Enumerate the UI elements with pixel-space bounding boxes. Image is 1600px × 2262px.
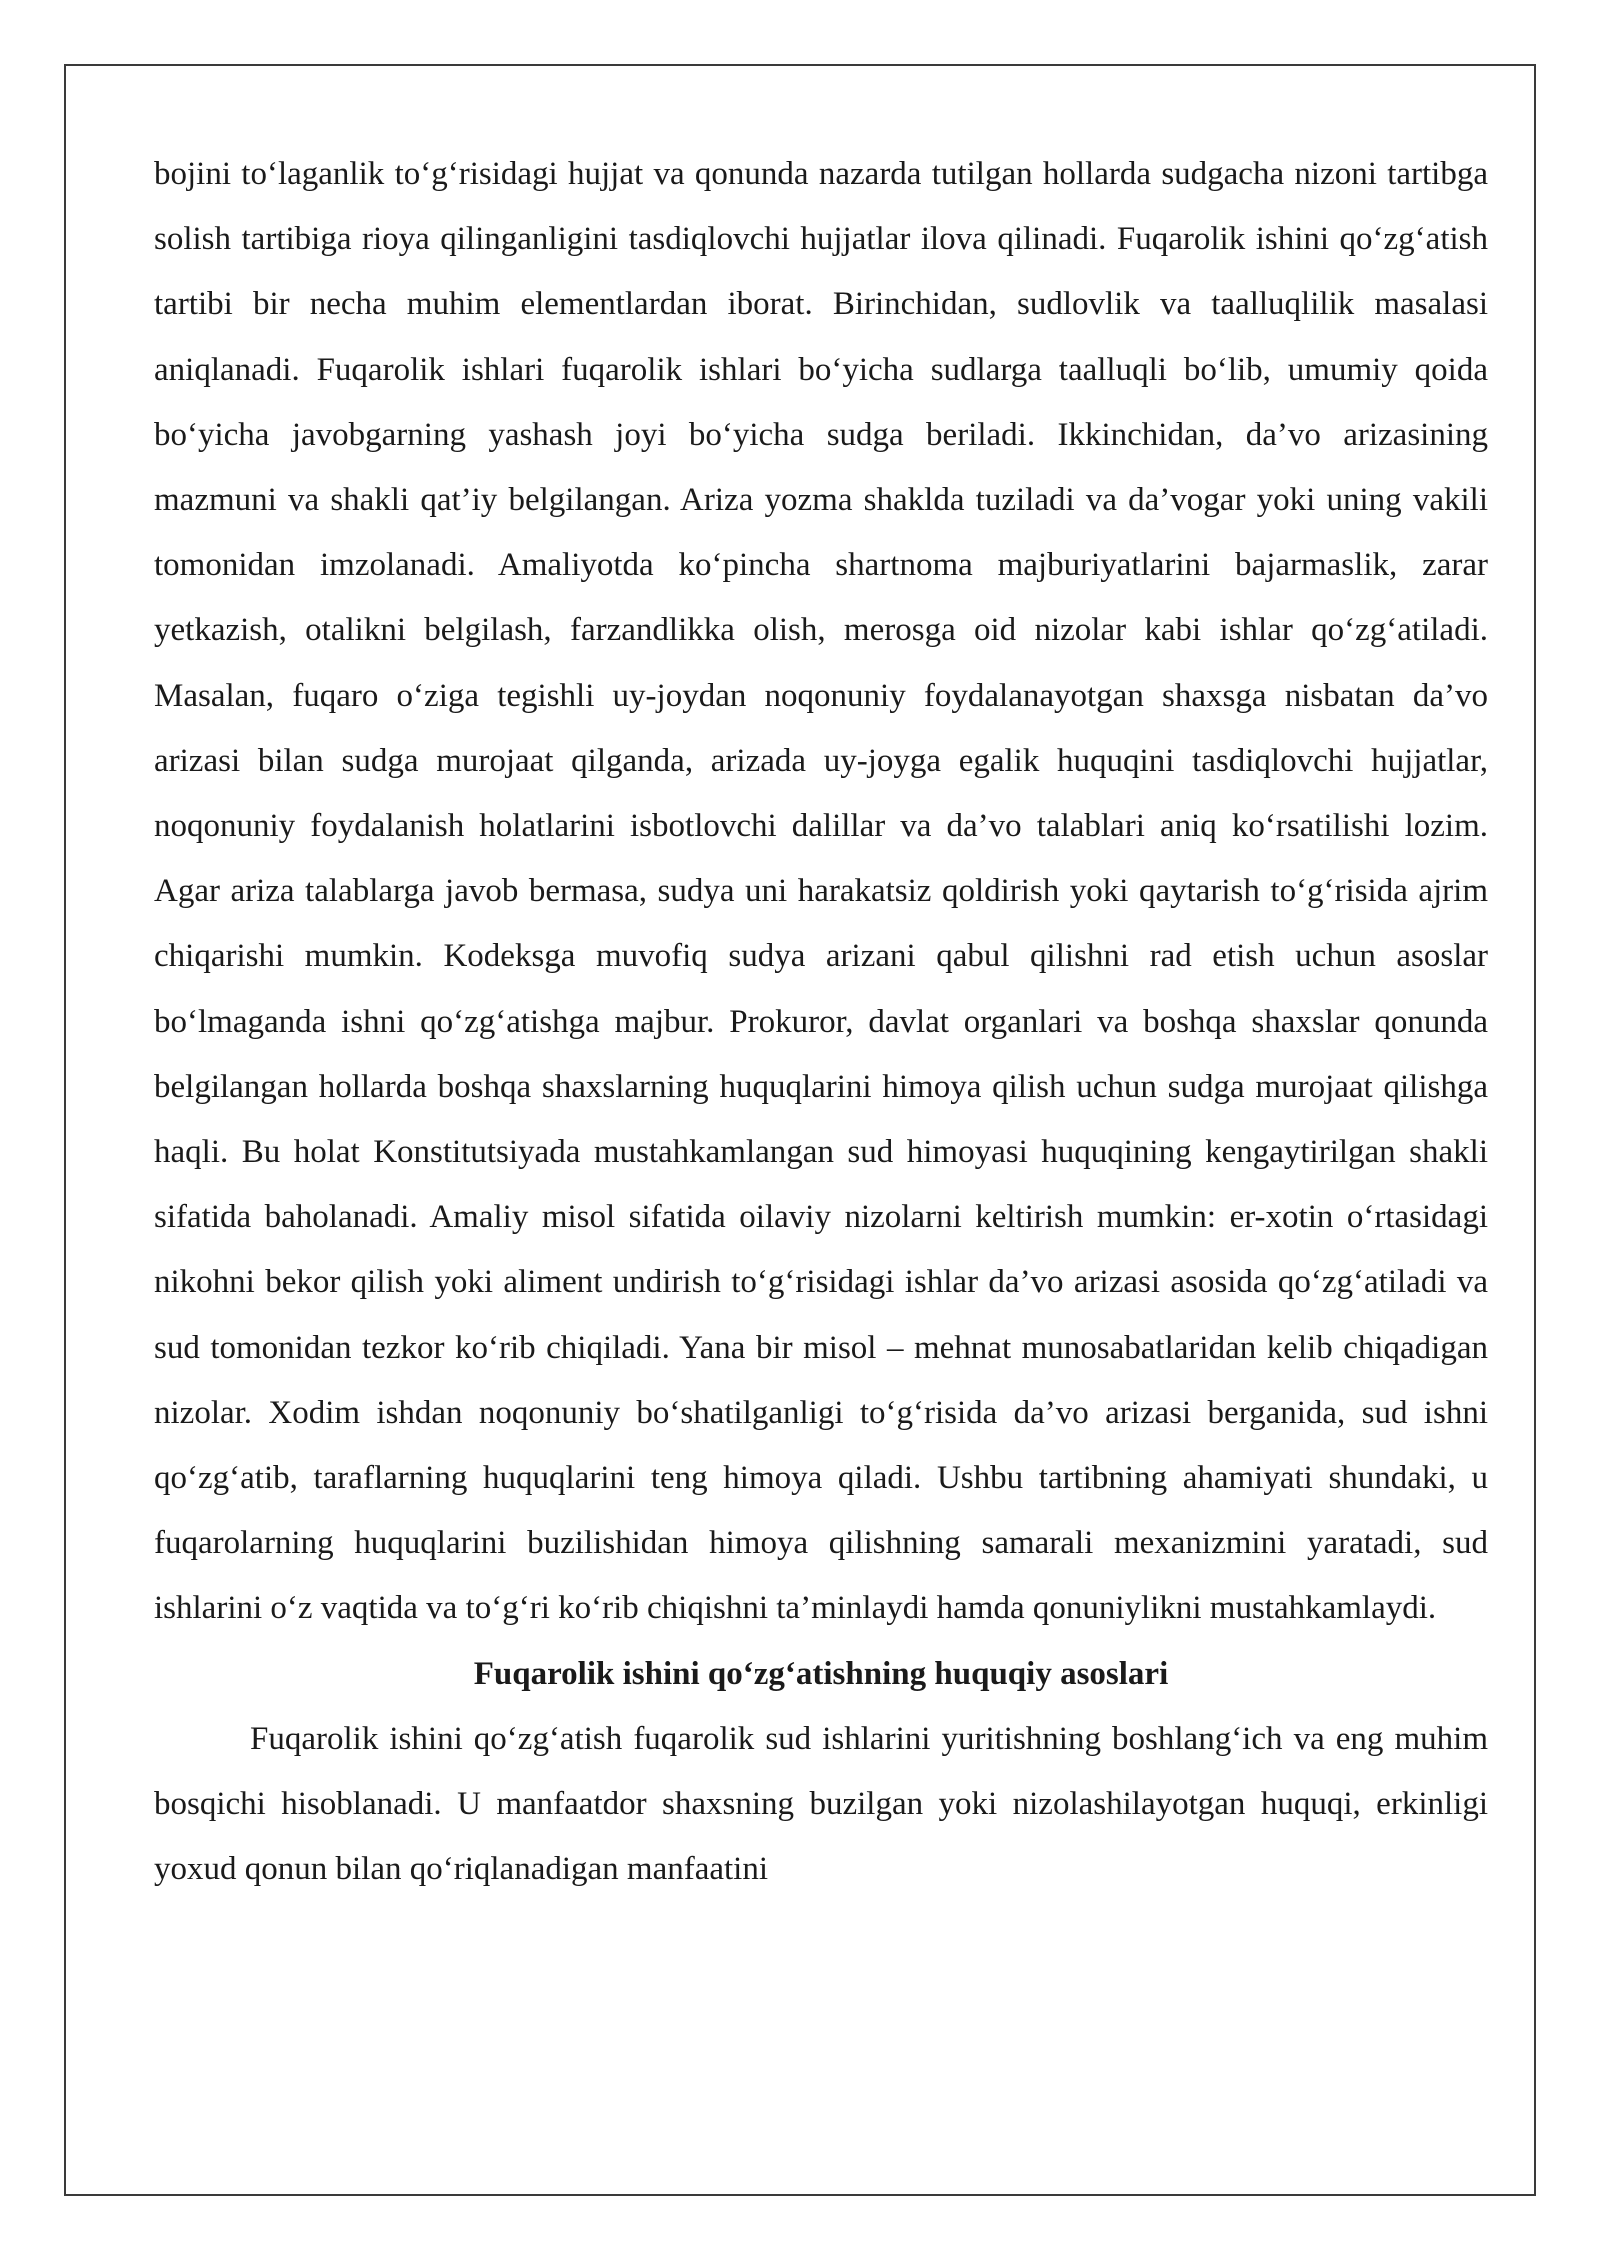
section-paragraph: Fuqarolik ishini qo‘zg‘atish fuqarolik sud ishlarini yuritishning boshlang‘ich va eng muhim bosqichi hisoblanadi. U manfaatdor shaxsning buzilgan yoki nizolashilayotgan huquqi, erkinligi yoxud qonun bilan qo‘riqlanadigan manfaatini [154,1720,1488,1888]
section-heading: Fuqarolik ishini qo‘zg‘atishning huquqiy asoslari [473,1655,1169,1692]
document-body [154,142,1488,1902]
body-paragraph: bojini to‘laganlik to‘g‘risidagi hujjat va qonunda nazarda tutilgan hollarda sudgacha nizoni tartibga solish tartibiga rioya qilinganligini tasdiqlovchi hujjatlar ilova qilinadi. Fuqarolik ishini qo‘zg‘atish tartibi bir necha muhim elementlardan iborat. Birinchidan, sudlovlik va taalluqlilik masalasi aniqlanadi. Fuqarolik ishlari fuqarolik ishlari bo‘yicha sudlarga taalluqli bo‘lib, umumiy qoida bo‘yicha javobgarning yashash joyi bo‘yicha sudga beriladi. Ikkinchidan, da’vo arizasining mazmuni va shakli qat’iy belgilangan. Ariza yozma shaklda tuziladi va da’vogar yoki uning vakili tomonidan imzolanadi. Amaliyotda ko‘pincha shartnoma majburiyatlarini bajarmaslik, zarar yetkazish, otalikni belgilash, farzandlikka olish, merosga oid nizolar kabi ishlar qo‘zg‘atiladi. Masalan, fuqaro o‘ziga tegishli uy-joydan noqonuniy foydalanayotgan shaxsga nisbatan da’vo arizasi bilan sudga murojaat qilganda, arizada uy-joyga egalik huquqini tasdiqlovchi hujjatlar, noqonuniy foydalanish holatlarini isbotlovchi dalillar va da’vo talablari aniq ko‘rsatilishi lozim. Agar ariza talablarga javob bermasa, sudya uni harakatsiz qoldirish yoki qaytarish to‘g‘risida ajrim chiqarishi mumkin. Kodeksga muvofiq sudya arizani qabul qilishni rad etish uchun asoslar bo‘lmaganda ishni qo‘zg‘atishga majbur. Prokuror, davlat organlari va boshqa shaxslar qonunda belgilangan hollarda boshqa shaxslarning huquqlarini himoya qilish uchun sudga murojaat qilishga haqli. Bu holat Konstitutsiyada mustahkamlangan sud himoyasi huquqining kengaytirilgan shakli sifatida baholanadi. Amaliy misol sifatida oilaviy nizolarni keltirish mumkin: er-xotin o‘rtasidagi nikohni bekor qilish yoki aliment undirish to‘g‘risidagi ishlar da’vo arizasi asosida qo‘zg‘atiladi va sud tomonidan tezkor ko‘rib chiqiladi. Yana bir misol – mehnat munosabatlaridan kelib chiqadigan nizolar. Xodim ishdan noqonuniy bo‘shatilganligi to‘g‘risida da’vo arizasi berganida, sud ishni qo‘zg‘atib, taraflarning huquqlarini teng himoya qiladi. Ushbu tartibning ahamiyati shundaki, u fuqarolarning huquqlarini buzilishidan himoya qilishning samarali mexanizmini yaratadi, sud ishlarini o‘z vaqtida va to‘g‘ri ko‘rib chiqishni ta’minlaydi hamda qonuniylikni mustahkamlaydi. [154,156,1488,1627]
